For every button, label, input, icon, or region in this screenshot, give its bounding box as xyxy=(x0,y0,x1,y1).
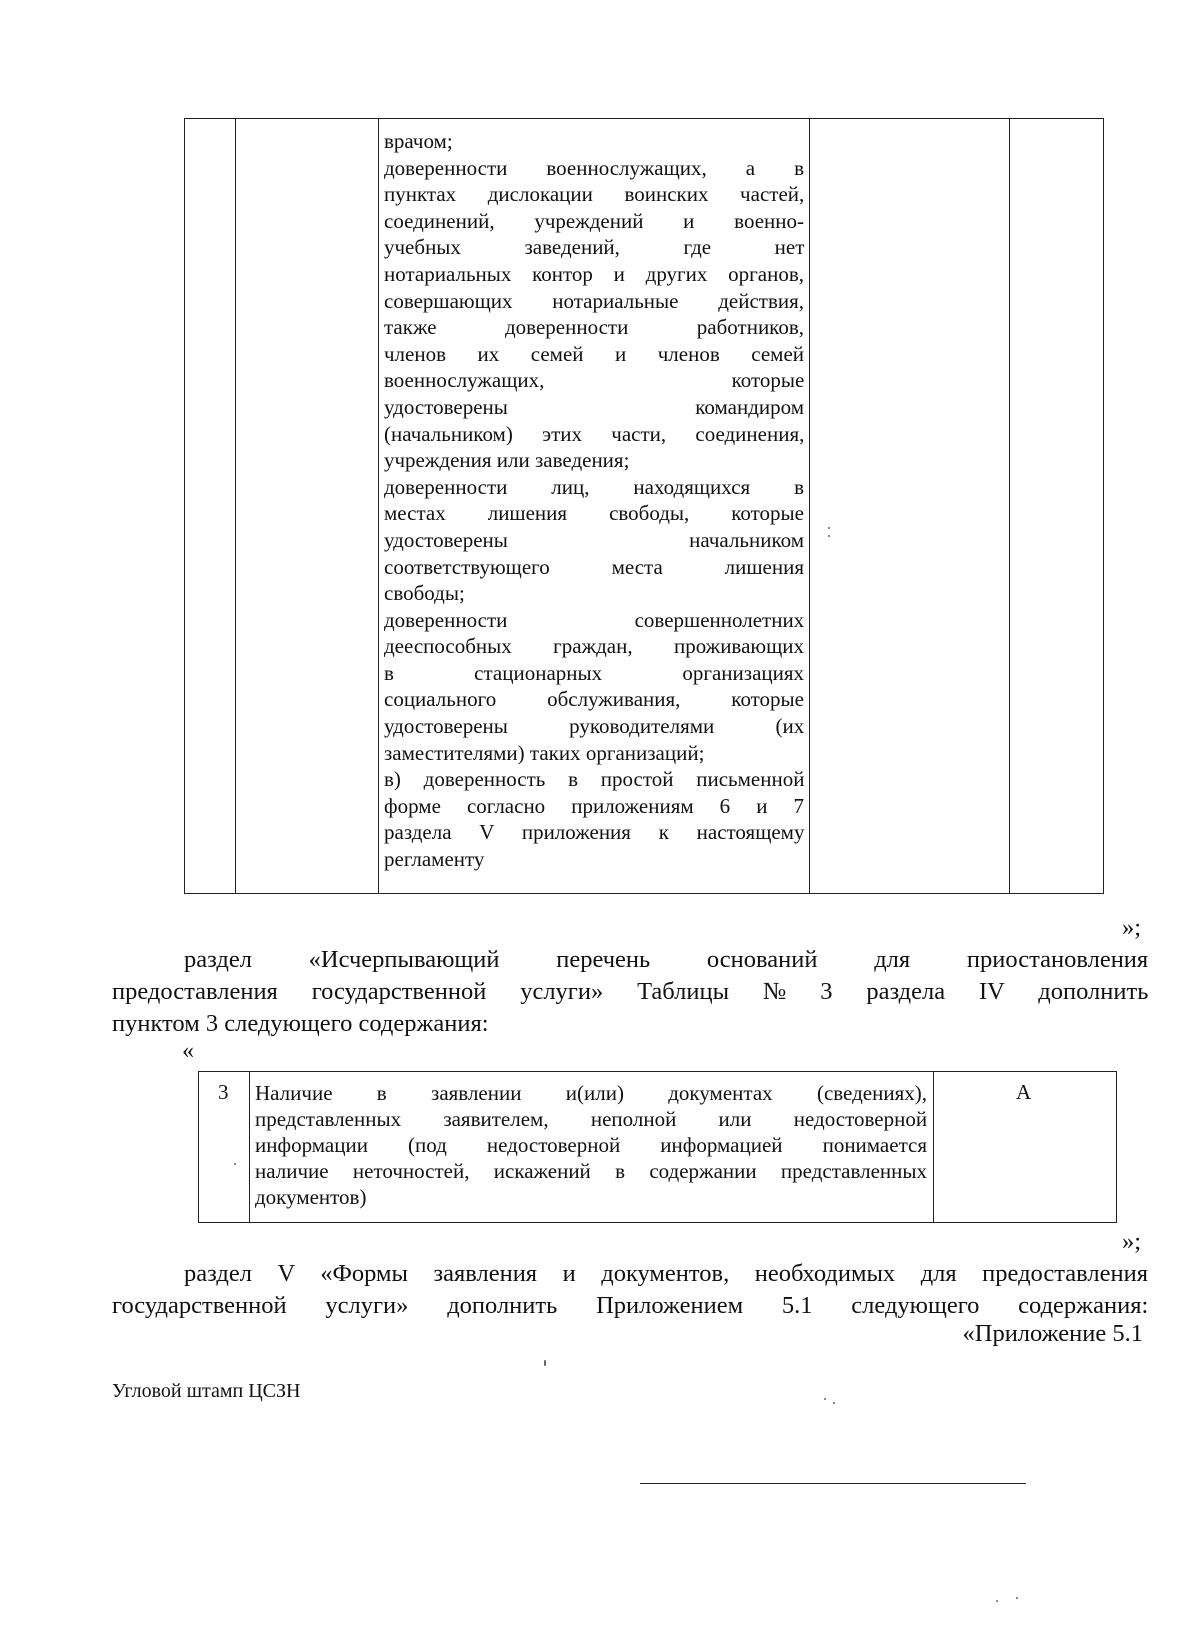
table-item-text xyxy=(255,1080,927,1210)
table-cell-line: учебных заведений, где нет xyxy=(384,235,805,260)
table-cell-line: наличие неточностей, искажений в содержании представленных xyxy=(255,1159,927,1183)
table-cell-line: также доверенности работников, xyxy=(384,315,804,340)
table-column-divider xyxy=(933,1072,934,1222)
table-cell-line: (начальником) этих части, соединения, xyxy=(384,421,805,446)
table-cell-line: документов) xyxy=(255,1185,367,1209)
table-cell-line: в стационарных организациях xyxy=(384,660,805,685)
table-column-divider xyxy=(378,119,379,893)
blank-fill-line xyxy=(640,1483,1026,1484)
scan-speck xyxy=(544,1360,546,1366)
table-item-letter: А xyxy=(1016,1080,1032,1104)
table-cell-line: регламенту xyxy=(384,847,485,872)
scan-speck xyxy=(1016,1597,1018,1599)
closing-quote: »; xyxy=(1122,914,1142,941)
table-cell-line: Наличие в заявлении и(или) документах (сведениях), xyxy=(255,1081,927,1105)
table-cell-documents-text xyxy=(384,128,804,873)
table-cell-line: местах лишения свободы, которые xyxy=(384,501,804,526)
paragraph-line: раздел V «Формы заявления и документов, необходимых для предоставления xyxy=(184,1260,1148,1287)
table-cell-line: раздела V приложения к настоящему xyxy=(384,820,805,845)
table-item-number: 3 xyxy=(218,1080,229,1104)
table-cell-line: информации (под недостоверной информацией понимается xyxy=(255,1133,927,1157)
table-cell-line: в) доверенность в простой письменной xyxy=(384,767,805,792)
table-cell-line: членов их семей и членов семей xyxy=(384,341,804,366)
scan-speck xyxy=(828,535,830,537)
table-cell-line: удостоверены командиром xyxy=(384,394,804,419)
table-cell-line: доверенности военнослужащих, а в xyxy=(384,155,804,180)
table-cell-line: удостоверены руководителями (их xyxy=(384,714,805,739)
table-cell-line: свободы; xyxy=(384,581,465,606)
table-cell-line: доверенности совершеннолетних xyxy=(384,607,805,632)
table-cell-line: учреждения или заведения; xyxy=(384,448,630,473)
table-cell-line: удостоверены начальником xyxy=(384,527,804,552)
scan-speck xyxy=(828,527,830,529)
paragraph-line: государственной услуги» дополнить Приложением 5.1 следующего содержания: xyxy=(112,1292,1149,1319)
table-column-divider xyxy=(235,119,236,893)
table-cell-line: дееспособных граждан, проживающих xyxy=(384,634,804,659)
table-cell-line: доверенности лиц, находящихся в xyxy=(384,474,805,499)
table-cell-line: военнослужащих, которые xyxy=(384,368,805,393)
table-column-divider xyxy=(809,119,810,893)
table-cell-line: представленных заявителем, неполной или недостоверной xyxy=(255,1107,928,1131)
scan-speck xyxy=(234,1163,236,1165)
table-cell-line: социального обслуживания, которые xyxy=(384,687,804,712)
table-cell-line: форме согласно приложениям 6 и 7 xyxy=(384,793,805,818)
paragraph-line: предоставления государственной услуги» Таблицы № 3 раздела IV дополнить xyxy=(112,978,1149,1005)
table-cell-line: пунктах дислокации воинских частей, xyxy=(384,182,805,207)
corner-stamp-label: Угловой штамп ЦСЗН xyxy=(112,1380,301,1402)
table-column-divider xyxy=(1009,119,1010,893)
scan-speck xyxy=(833,1402,835,1404)
appendix-label: «Приложение 5.1 xyxy=(962,1320,1143,1347)
table-cell-line: соответствующего места лишения xyxy=(384,554,804,579)
opening-quote: « xyxy=(182,1038,194,1064)
table-cell-line: соединений, учреждений и военно- xyxy=(384,208,804,233)
table-cell-line: нотариальных контор и других органов, xyxy=(384,261,804,286)
table-cell-line: совершающих нотариальные действия, xyxy=(384,288,805,313)
table-cell-line: заместителями) таких организаций; xyxy=(384,740,705,765)
paragraph-amendment-1 xyxy=(112,944,1148,1040)
paragraph-line: раздел «Исчерпывающий перечень оснований для приостановления xyxy=(184,946,1149,973)
scan-speck xyxy=(996,1600,998,1602)
paragraph-amendment-2 xyxy=(112,1258,1148,1322)
paragraph-line: пунктом 3 следующего содержания: xyxy=(112,1010,489,1037)
scan-speck xyxy=(824,1398,826,1400)
table-column-divider xyxy=(249,1072,250,1222)
table-cell-line: врачом; xyxy=(384,129,453,153)
closing-quote: »; xyxy=(1122,1228,1142,1255)
